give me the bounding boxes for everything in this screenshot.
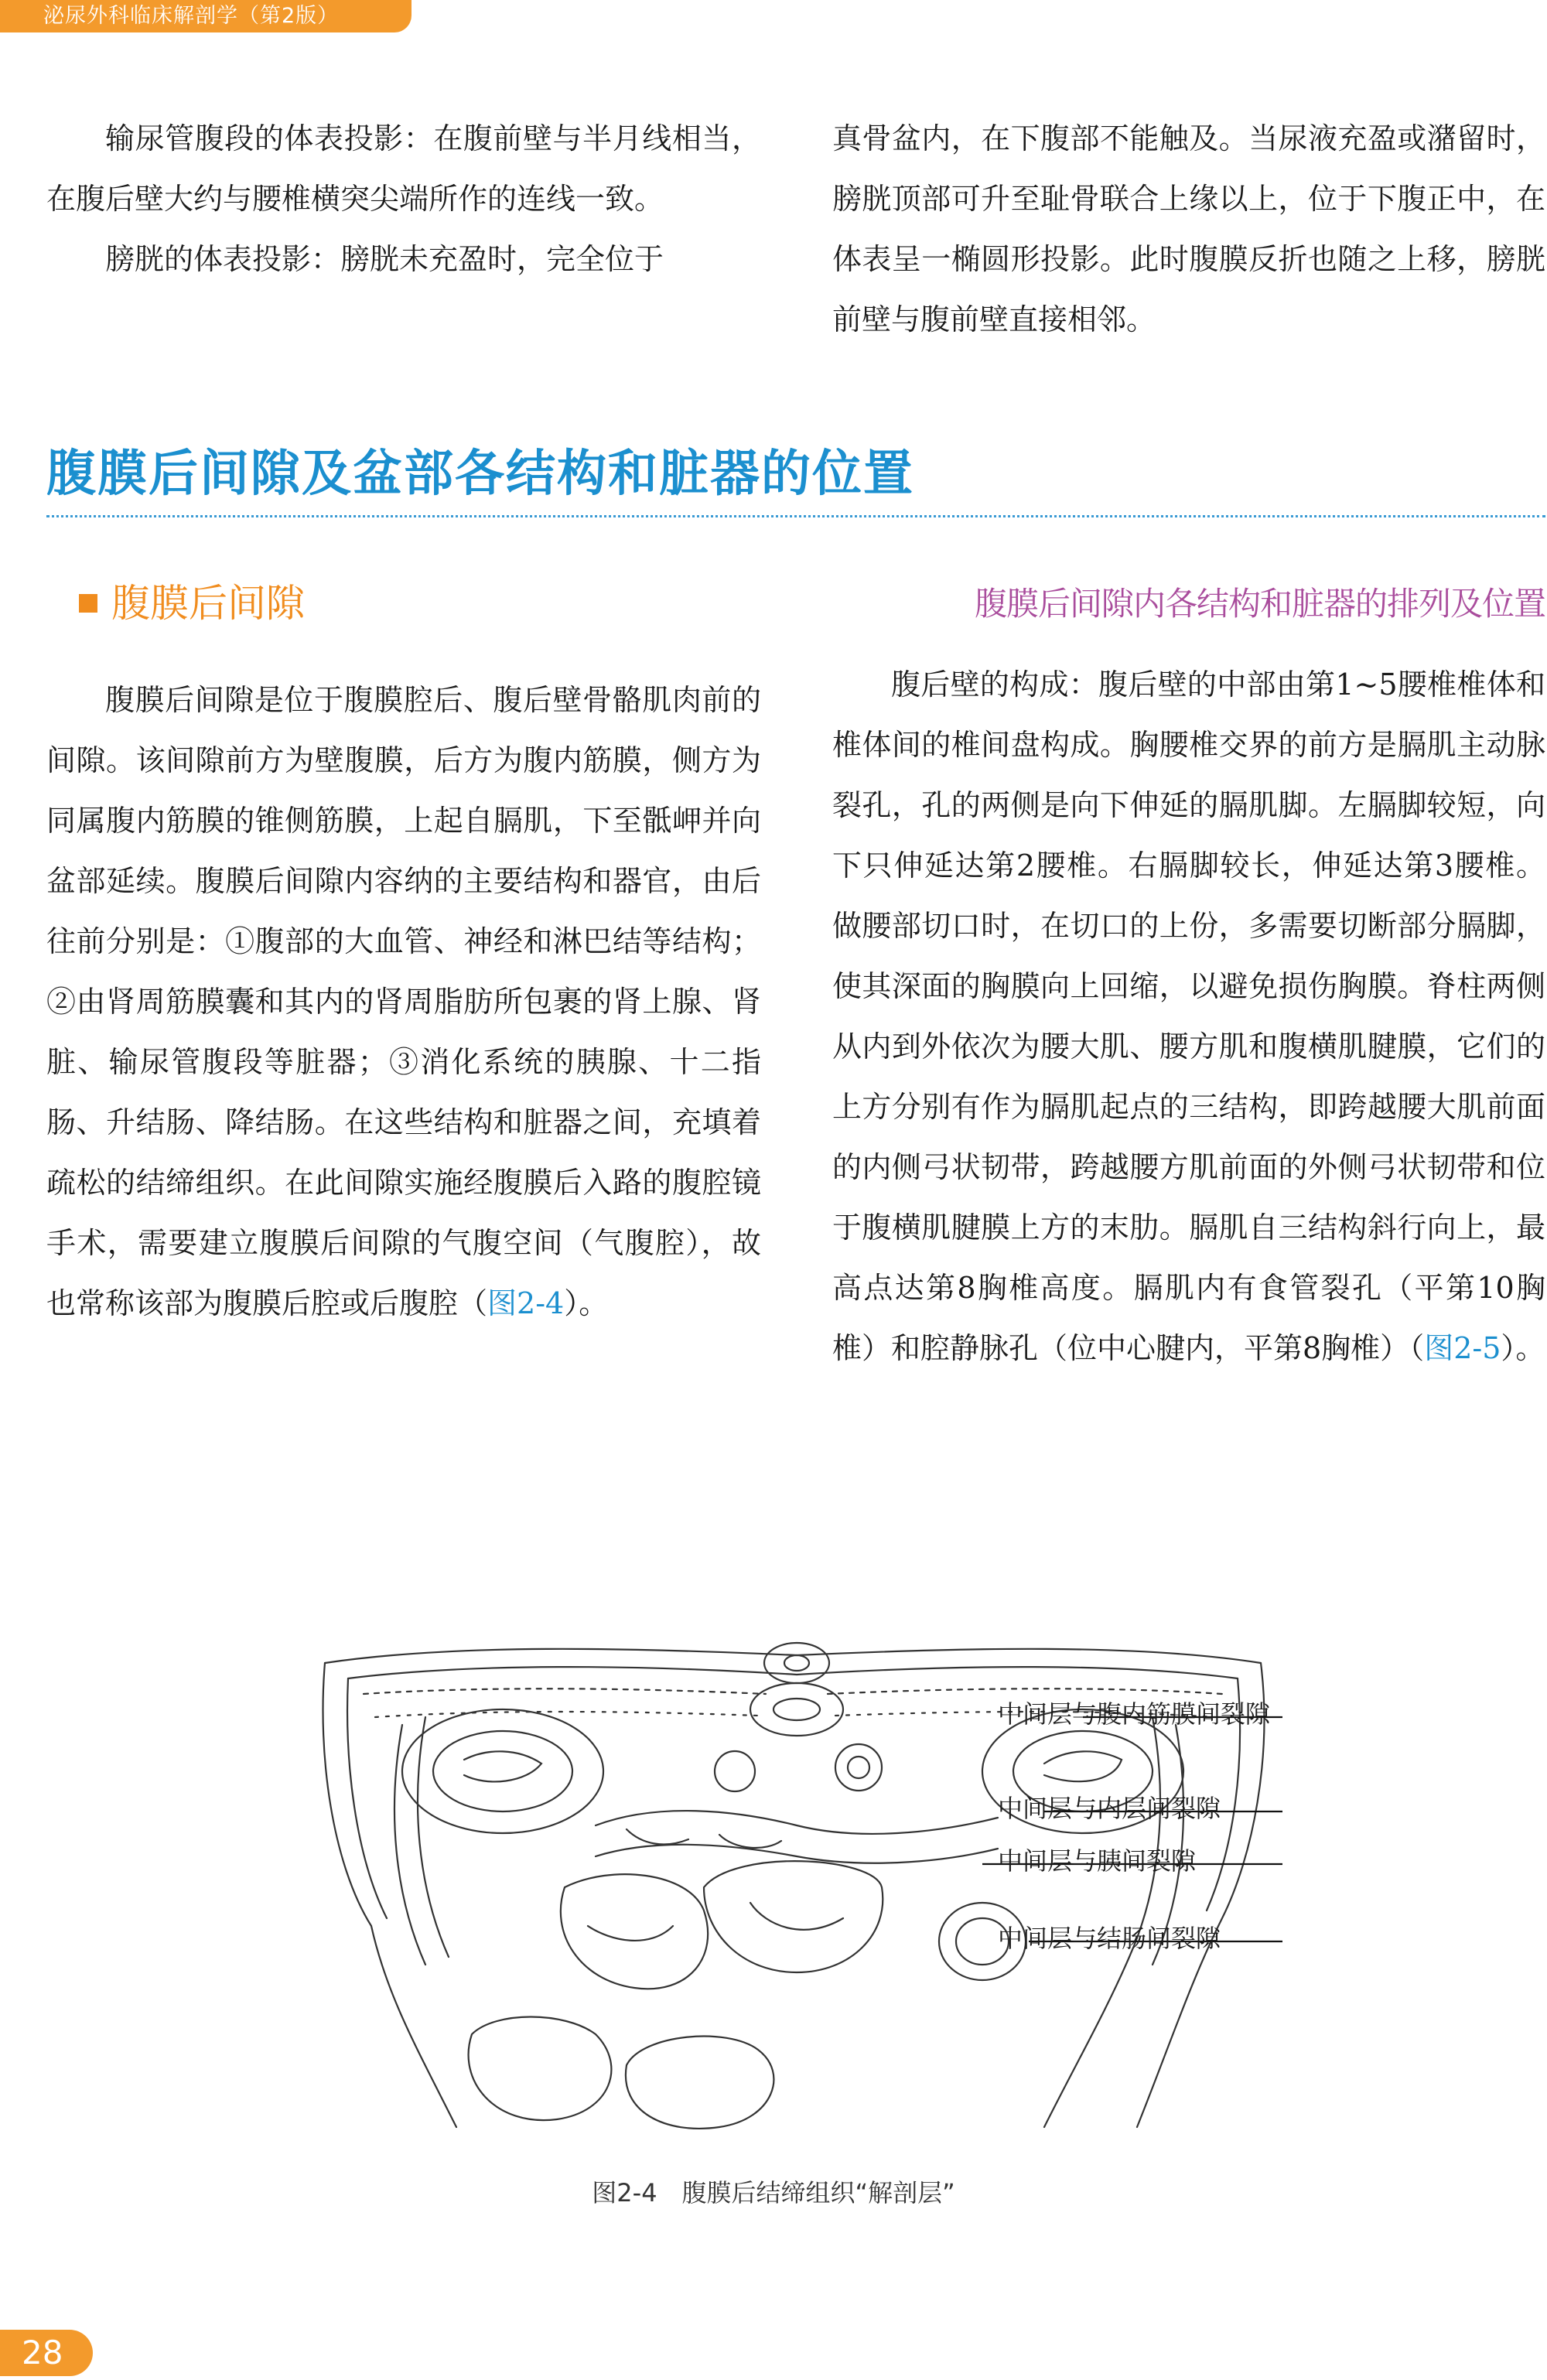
- body-right-column: [832, 654, 1545, 1378]
- paragraph-bladder-projection-cont: 真骨盆内，在下腹部不能触及。当尿液充盈或潴留时，膀胱顶部可升至耻骨联合上缘以上，位于下腹正中，在体表呈一椭圆形投影。此时腹膜反折也随之上移，膀胱前壁与腹前壁直接相邻。: [832, 121, 1545, 336]
- figure-label: 中间层与腹内筋膜间裂隙: [998, 1699, 1271, 1729]
- figure-label: 中间层与内层间裂隙: [998, 1794, 1221, 1823]
- page-number: 28: [0, 2330, 93, 2376]
- subsection-title-left: 腹膜后间隙: [111, 581, 305, 626]
- figure-label: 中间层与结肠间裂隙: [998, 1924, 1221, 1953]
- running-header: 泌尿外科临床解剖学（第2版）: [0, 0, 412, 32]
- figure-reference-link[interactable]: 图2-5: [1424, 1331, 1501, 1365]
- paragraph-bladder-projection-start: 膀胱的体表投影：膀胱未充盈时，完全位于: [105, 242, 664, 276]
- paragraph-ureter-projection: 输尿管腹段的体表投影：在腹前壁与半月线相当，在腹后壁大约与腰椎横突尖端所作的连线一致。: [46, 121, 761, 216]
- figure-caption: 图2-4 腹膜后结缔组织“解剖层”: [592, 2178, 955, 2208]
- square-bullet-icon: [79, 594, 97, 613]
- paragraph-posterior-wall: [832, 654, 1545, 1378]
- paragraph-end: ）。: [564, 1286, 609, 1320]
- section-title: 腹膜后间隙及盆部各结构和脏器的位置: [46, 446, 914, 503]
- paragraph-text: 腹膜后间隙是位于腹膜腔后、腹后壁骨骼肌肉前的间隙。该间隙前方为壁腹膜，后方为腹内筋膜，侧方为同属腹内筋膜的锥侧筋膜，上起自膈肌，下至骶岬并向盆部延续。腹膜后间隙内容纳的主要结构和器官，由后往前分别是：①腹部的大血管、神经和淋巴结等结构；②由肾周筋膜囊和其内的肾周脂肪所包裹的肾上腺、肾脏、输尿管腹段等脏器；③消化系统的胰腺、十二指肠、升结肠、降结肠。在这些结构和脏器之间，充填着疏松的结缔组织。在此间隙实施经腹膜后入路的腹腔镜手术，需要建立腹膜后间隙的气腹空间（气腹腔），故也常称该部为腹膜后腔或后腹腔（: [46, 683, 761, 1320]
- paragraph-end: ）。: [1501, 1331, 1545, 1365]
- anatomy-figure: [302, 1632, 1292, 2143]
- section-divider: [46, 515, 1545, 517]
- paragraph-text: 腹后壁的构成：腹后壁的中部由第1~5腰椎椎体和椎体间的椎间盘构成。胸腰椎交界的前方是膈肌主动脉裂孔，孔的两侧是向下伸延的膈肌脚。左膈脚较短，向下只伸延达第2腰椎。右膈脚较长，伸延达第3腰椎。做腰部切口时，在切口的上份，多需要切断部分膈脚，使其深面的胸膜向上回缩，以避免损伤胸膜。脊柱两侧从内到外依次为腰大肌、腰方肌和腹横肌腱膜，它们的上方分别有作为膈肌起点的三结构，即跨越腰大肌前面的内侧弓状韧带，跨越腰方肌前面的外侧弓状韧带和位于腹横肌腱膜上方的末肋。膈肌自三结构斜行向上，最高点达第8胸椎高度。膈肌内有食管裂孔（平第10胸椎）和腔静脉孔（位中心腱内，平第8胸椎）（: [832, 668, 1545, 1365]
- top-left-column: [46, 108, 761, 289]
- paragraph-retroperitoneal-space: [46, 670, 761, 1333]
- subsection-heading-right: 腹膜后间隙内各结构和脏器的排列及位置: [974, 585, 1545, 623]
- subsection-heading-left: [79, 574, 305, 633]
- top-right-column: [832, 108, 1545, 350]
- figure-label: 中间层与胰间裂隙: [998, 1846, 1197, 1876]
- figure-reference-link[interactable]: 图2-4: [487, 1286, 565, 1320]
- body-left-column: [46, 670, 761, 1333]
